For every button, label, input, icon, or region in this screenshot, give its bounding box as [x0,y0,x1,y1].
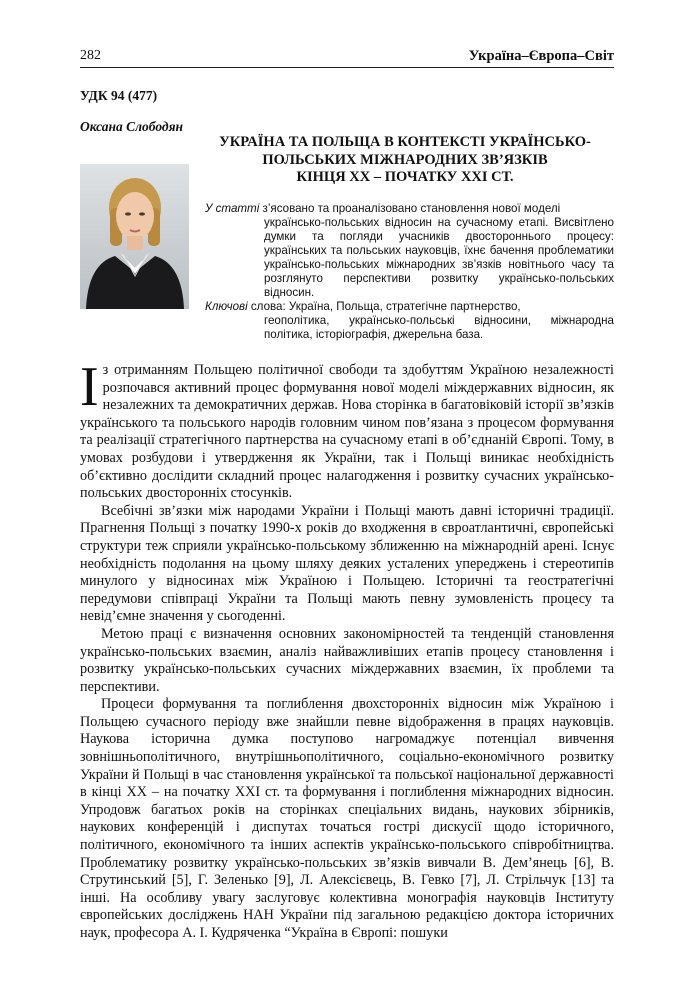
abstract-first-line: з’ясовано та проаналізовано становлення нової моделі [259,202,561,215]
author-photo [80,164,189,309]
body-paragraph [80,356,614,503]
article-body [80,356,614,943]
author-name: Оксана Слободян [80,119,184,134]
title-line: КІНЦЯ ХХ – ПОЧАТКУ ХХІ СТ. [296,169,514,185]
abstract-paragraph [205,202,614,300]
body-paragraph: Всебічні зв’язки між народами України і Польщі мають давні історичні традиції. Прагнення Польщі з початку 1990-х років до входження в євроатлантичні, європейські структури теж сприяли українсько-польському зближенню на міжнародній арені. Існує необхідність подолання на цьому шляху деяких усталених упереджень і стереотипів минулого у відносинах між Україною і Польщею. Історичні та геостратегічні передумови співпраці України та Польщі мають певну зумовленість процесу та невід’ємне значення у сьогоденні. [80,502,614,625]
title-line: ПОЛЬСЬКИХ МІЖНАРОДНИХ ЗВ’ЯЗКІВ [262,151,548,168]
article-title [190,134,620,187]
keywords-lead: Ключові [205,300,248,313]
title-line: УКРАЇНА ТА ПОЛЬЩА В КОНТЕКСТІ УКРАЇНСЬКО- [219,134,591,150]
abstract-lead: У статті [205,202,260,215]
author-portrait-image [80,164,189,309]
udk-code: УДК 94 (477) [80,88,158,103]
keywords-text: геополітика, українсько-польські відносини, міжнародна політика, історіографія, джерельна база. [264,314,614,341]
body-paragraph: Процеси формування та поглиблення двохсторонніх відносин між Україною і Польщею сучасного періоду вже знайшли певне відображення в працях науковців. Наукова історична думка поступово нагромаджує потенціал вивчення зовнішньополітичного, внутрішньополітичного, соціально-економічного розвитку України й Польщі в час становлення української та польської національної державності в кінці ХХ – на початку ХХІ ст. та формування і поглиблення міжнародних відносин. Упродовж багатьох років на сторінках спеціальних видань, наукових збірників, наукових конференцій і диспутах точаться гострі дискусії щодо історичного, політичного, економічного та інших аспектів українсько-польського співробітництва. Проблематику розвитку українсько-польських зв’язків вивчали В. Дем’янець [6], В. Струтинський [5], Г. Зеленько [9], Л. Алексієвець, В. Гевко [7], Л. Стрільчук [13] та інші. На особливу увагу заслуговує колективна монографія науковців Інституту європейських досліджень НАН України під загальною редакцією доктора історичних наук, професора А. І. Кудряченка “Україна в Європі: пошуки [80,696,614,941]
keywords-first-line: слова: Україна, Польща, стратегічне партнерство, [247,300,521,313]
abstract-block [205,202,614,342]
keywords-paragraph [205,300,614,342]
drop-cap: І [80,356,99,418]
paragraph-text: з отриманням Польщею політичної свободи та здобуттям Україною незалежності розпочався активний процес формування нової моделі міждержавних відносин, як незалежних та демократичних держав. Нова сторінка в багатовіковій історії зв’язків українського та польського народів головним чином пов’язана з процесом формування та реалізації стратегічного партнерства на сучасному етапі в об’єднаній Європі. Тому, в умовах розбудови і утвердження як України, так і Польщі виникає необхідність об’єктивно дослідити складний процес налагодження і розвитку сучасних українсько-польських двосторонніх стосунків. [80,362,614,502]
body-paragraph: Метою праці є визначення основних закономірностей та тенденцій становлення українсько-польських взаємин, аналіз найважливіших етапів процесу становлення і розвитку українсько-польських сучасних міждержавних взаємин, їх проблеми та перспективи. [80,625,614,695]
running-header [80,46,614,68]
journal-title: Україна–Європа–Світ [468,48,614,64]
abstract-text: українсько-польських відносин на сучасному етапі. Висвітлено думки та погляди учасників двостороннього процесу: українських та польських науковців, їхнє бачення проблематики українсько-польських міжнародних зв’язків новітнього часу та розглянуто перспективи розвитку українсько-польських відносин. [264,216,614,299]
page-number: 282 [80,48,101,63]
